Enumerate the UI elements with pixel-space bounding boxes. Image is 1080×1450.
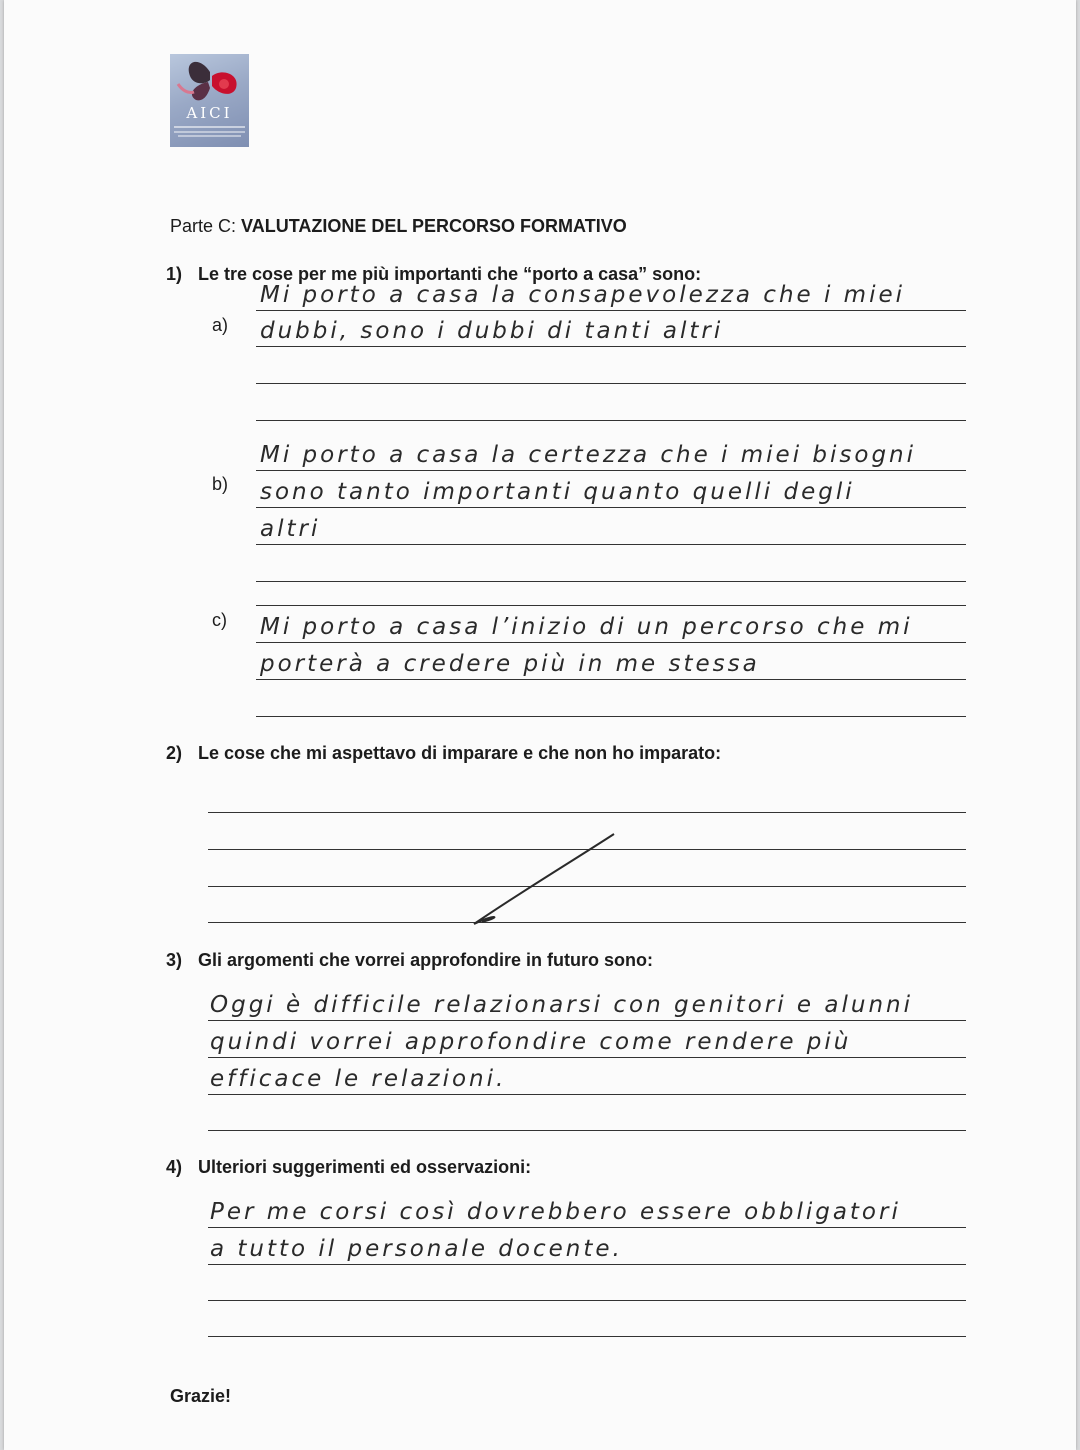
- handwritten-answer: efficace le relazioni.: [210, 1066, 507, 1092]
- handwritten-answer: Mi porto a casa l’inizio di un percorso che mi: [260, 614, 913, 640]
- question-text: Gli argomenti che vorrei approfondire in futuro sono:: [198, 950, 654, 970]
- answer-line: [208, 1300, 966, 1301]
- answer-line: [256, 310, 966, 311]
- butterfly-logo-icon: [170, 54, 249, 147]
- answer-line: [256, 383, 966, 384]
- answer-line: [256, 642, 966, 643]
- question-2: [166, 743, 721, 764]
- section-heading: [170, 216, 627, 237]
- answer-line: [208, 812, 966, 813]
- question-4: [166, 1157, 531, 1178]
- closing-text: Grazie!: [170, 1386, 232, 1406]
- answer-line: [256, 470, 966, 471]
- question-text: Ulteriori suggerimenti ed osservazioni:: [198, 1157, 532, 1177]
- handwritten-answer: dubbi, sono i dubbi di tanti altri: [260, 318, 724, 344]
- answer-line: [208, 1130, 966, 1131]
- section-title: VALUTAZIONE DEL PERCORSO FORMATIVO: [241, 216, 627, 236]
- answer-line: [256, 716, 966, 717]
- answer-line: [208, 1057, 966, 1058]
- aici-logo: [170, 54, 249, 147]
- logo-text: AICI: [186, 104, 233, 122]
- question-text: Le cose che mi aspettavo di imparare e che non ho imparato:: [198, 743, 722, 763]
- answer-line: [208, 1094, 966, 1095]
- question-3: [166, 950, 653, 971]
- answer-line: [256, 544, 966, 545]
- answer-line: [256, 346, 966, 347]
- item-a-label: a): [212, 315, 229, 335]
- item-c-label: c): [212, 610, 227, 630]
- handwritten-answer: a tutto il personale docente.: [210, 1236, 623, 1262]
- handwritten-answer: Mi porto a casa la consapevolezza che i miei: [260, 282, 906, 308]
- logo-subtitle-lines: [174, 126, 245, 133]
- answer-line: [256, 605, 966, 606]
- answer-line: [256, 507, 966, 508]
- answer-line: [208, 1227, 966, 1228]
- answer-line: [208, 1020, 966, 1021]
- question-number: 4): [166, 1157, 183, 1177]
- answer-line: [256, 679, 966, 680]
- question-text: Le tre cose per me più importanti che “porto a casa” sono:: [198, 264, 702, 284]
- handwritten-answer: Oggi è difficile relazionarsi con genitori e alunni: [210, 992, 914, 1018]
- handwritten-answer: quindi vorrei approfondire come rendere più: [210, 1029, 852, 1055]
- strike-through-mark: [464, 830, 624, 930]
- question-number: 1): [166, 264, 183, 284]
- handwritten-answer: Per me corsi così dovrebbero essere obbligatori: [210, 1199, 901, 1225]
- question-number: 3): [166, 950, 183, 970]
- answer-line: [256, 420, 966, 421]
- section-prefix: Parte C:: [170, 216, 242, 236]
- logo-subtitle-line: [178, 135, 241, 139]
- question-number: 2): [166, 743, 183, 763]
- handwritten-answer: Mi porto a casa la certezza che i miei bisogni: [260, 442, 917, 468]
- document-page: [4, 0, 1076, 1450]
- handwritten-answer: sono tanto importanti quanto quelli degli: [260, 479, 855, 505]
- answer-line: [208, 1264, 966, 1265]
- answer-line: [208, 1336, 966, 1337]
- handwritten-answer: altri: [260, 516, 321, 542]
- answer-line: [256, 581, 966, 582]
- item-b-label: b): [212, 474, 229, 494]
- handwritten-answer: porterà a credere più in me stessa: [260, 651, 760, 677]
